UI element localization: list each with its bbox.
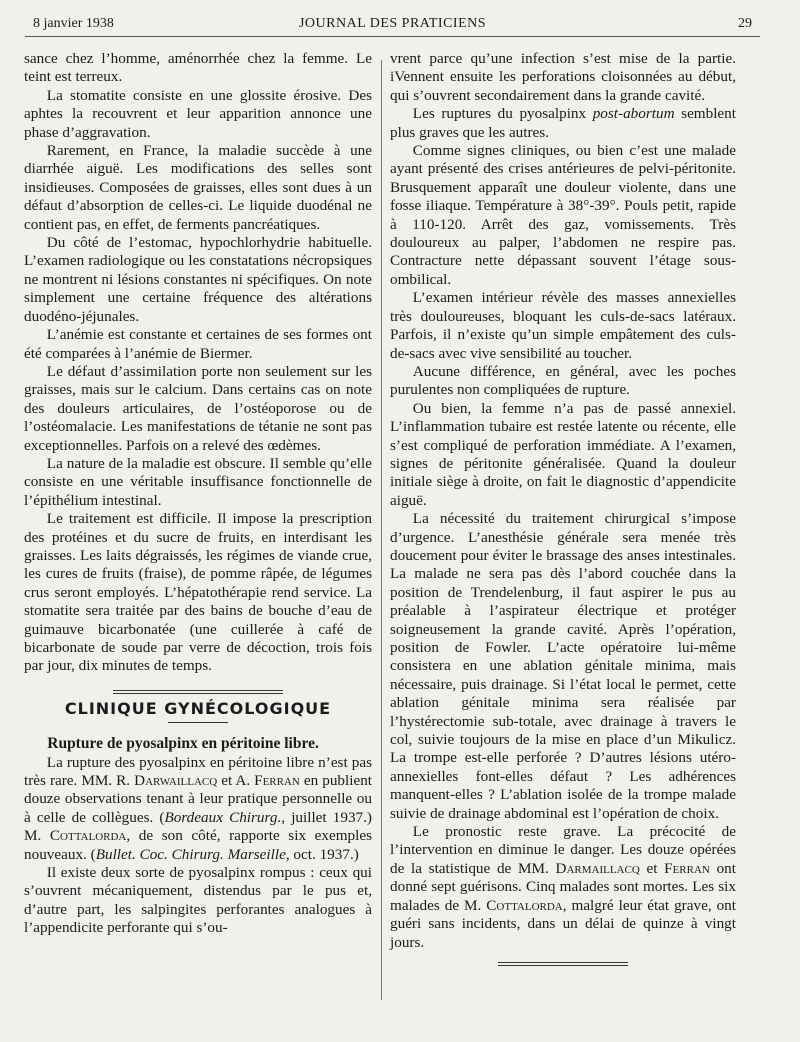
paragraph: L’anémie est constante et certaines de ses formes ont été comparées à l’anémie de Biermer. xyxy=(24,326,372,362)
paragraph: Les ruptures du pyosalpinx post-abortum semblent plus graves que les autres. xyxy=(390,105,736,141)
paragraph: Il existe deux sorte de pyosalpinx rompus : ceux qui s’ouvrent mécaniquement, distendus par le pus et, d’autre part, les salpingites perforantes analogues à l’appendicite perforante qui s’ou- xyxy=(24,864,372,937)
paragraph: Comme signes cliniques, ou bien c’est une malade ayant présenté des crises antérieures de pelvi-péritonite. Brusquement apparaît une douleur violente, dans une fosse iliaque. Température à 38°-39°. Pouls petit, rapide à 110-120. Arrêt des gaz, vomissements. Très douloureux au palper, l’abdomen ne respire pas. Contracture nette dépassant souvent l’étage sous-ombilical. xyxy=(390,142,736,288)
paragraph: La rupture des pyosalpinx en péritoine libre n’est pas très rare. MM. R. Darwaillacq et A. Ferran en publient douze observations tenant à leur pratique personnelle ou à celle de collègues. (Bordeaux Chirurg., juillet 1937.) M. Cottalorda, de son côté, rapporte six exemples nouveaux. (Bullet. Coc. Chirurg. Marseille, oct. 1937.) xyxy=(24,753,373,863)
author-name: Ferran xyxy=(254,772,300,790)
author-name: Cottalorda xyxy=(486,896,563,914)
paragraph: La nécessité du traitement chirurgical s’impose d’urgence. L’anesthésie générale sera menée très doucement pour éviter le brassage des anses intestinales. La malade ne sera pas dès l’abord couchée dans la position de Trendelenburg, il faut aspirer le pus au préalable à l’aspirateur électrique et protéger soigneusement la grande cavité. Après l’opération, position de Fowler. L’acte opératoire lui-même consistera en une ablation génitale minima, mais nécessaire, puis drainage. Si l’état local le permet, cette ablation génitale minima sera réalisée par l’hystérectomie sub-totale, avec drainage à travers le col, suivie toujours de la mise en place d’un Mikulicz. La trompe est-elle perforée ? D’autres lésions utéro-annexielles font-elles défaut ? Les adhérences manquent-elles ? L’ablation isolée de la trompe malade suivie de drainage abdominal est l’opération de choix. xyxy=(390,510,736,822)
paragraph: La stomatite consiste en une glossite érosive. Des aphtes la recouvrent et leur apparition annonce une phase d’aggravation. xyxy=(24,86,372,141)
right-column xyxy=(390,50,736,966)
author-name: Darmaillacq xyxy=(555,859,640,877)
article-title: Rupture de pyosalpinx en péritoine libre. xyxy=(47,735,319,753)
author-name: Ferran xyxy=(664,859,710,877)
paragraph: Le pronostic reste grave. La précocité de l’intervention en diminue le danger. Les douze opérées de la statistique de MM. Darmaillacq et Ferran ont donné sept guérisons. Cinq malades sont mortes. Les six malades de M. Cottalorda, malgré leur état grave, ont guéri sans incidents, dans un délai de quinze à vingt jours. xyxy=(390,823,736,951)
paragraph: vrent parce qu’une infection s’est mise de la partie. iVennent ensuite les perforations cloisonnées au début, qui s’ouvrent secondairement dans la grande cavité. xyxy=(390,50,736,104)
left-column xyxy=(24,50,372,938)
column-divider xyxy=(381,60,382,1000)
author-name: Darwaillacq xyxy=(134,772,218,790)
paragraph: Aucune différence, en général, avec les poches purulentes non compliquées de rupture. xyxy=(390,362,736,399)
paragraph: Le défaut d’assimilation porte non seulement sur les graisses, mais sur le calcium. Dans certains cas on note des douleurs articulaires, de l’ostéoporose ou de l’ostéomalacie. Les manifestations de tétanie ne sont pas exceptionnelles. Parfois on a relevé des œdèmes. xyxy=(24,362,372,454)
author-name: Cottalorda xyxy=(49,827,127,845)
section-rule-top xyxy=(113,690,283,694)
citation-journal: Bullet. Coc. Chirurg. Marseille, xyxy=(95,845,290,863)
running-header xyxy=(25,14,760,37)
citation-journal: Bordeaux Chirurg. xyxy=(164,808,282,826)
paragraph: L’examen intérieur révèle des masses annexielles très douloureuses, bloquant les culs-de-sacs latéraux. Parfois, il n’existe qu’un simple empâtement des culs-de-sacs avec vive sensibilité au toucher. xyxy=(390,289,736,362)
section-rule-bottom xyxy=(168,722,228,723)
paragraph: La nature de la maladie est obscure. Il semble qu’elle consiste en une véritable insuffisance fonctionnelle de l’épithélium intestinal. xyxy=(24,454,372,509)
paragraph: Du côté de l’estomac, hypochlorhydrie habituelle. L’examen radiologique ou les constatations nécropsiques ne montrent ni lésions constantes ni spécifiques. On note simplement une certaine fréquence des altérations duodéno-jéjunales. xyxy=(24,234,372,325)
paragraph: sance chez l’homme, aménorrhée chez la femme. Le teint est terreux. xyxy=(24,50,372,86)
section-heading: CLINIQUE GYNÉCOLOGIQUE xyxy=(64,698,332,718)
page-number: 29 xyxy=(738,16,752,31)
emphasis: post-abortum xyxy=(592,105,675,123)
journal-title: JOURNAL DES PRATICIENS xyxy=(298,16,487,31)
issue-date: 8 janvier 1938 xyxy=(33,16,114,31)
paragraph: Ou bien, la femme n’a pas de passé annexiel. L’inflammation tubaire est restée latente ou récente, elle s’est compliqué de perforation immédiate. A l’examen, signes de péritonite généralisée. Quand la douleur initiale siège à droite, on fait le diagnostic d’appendicite aiguë. xyxy=(390,399,736,509)
end-rule xyxy=(498,962,628,966)
paragraph: Le traitement est difficile. Il impose la prescription des protéines et du sucre de fruits, en interdisant les graisses. Les laits dégraissés, les régimes de viande crue, les cures de fruits (fraise), de pomme râpée, de légumes crus seront employés. L’hépatothérapie rend service. La stomatite sera traitée par des bains de bouche d’eau de guimauve bicarbonatée (une cuillerée à café de bicarbonate de soude par verre de décoction, trois fois par jour, dix minutes de temps. xyxy=(24,510,372,675)
paragraph: Rarement, en France, la maladie succède à une diarrhée aiguë. Les modifications des selles sont insidieuses. Composées de graisses, elles sont dues à un défaut d’absorption de celles-ci. Le liquide duodénal ne contient pas, en effet, de ferments pancréatiques. xyxy=(24,142,372,233)
